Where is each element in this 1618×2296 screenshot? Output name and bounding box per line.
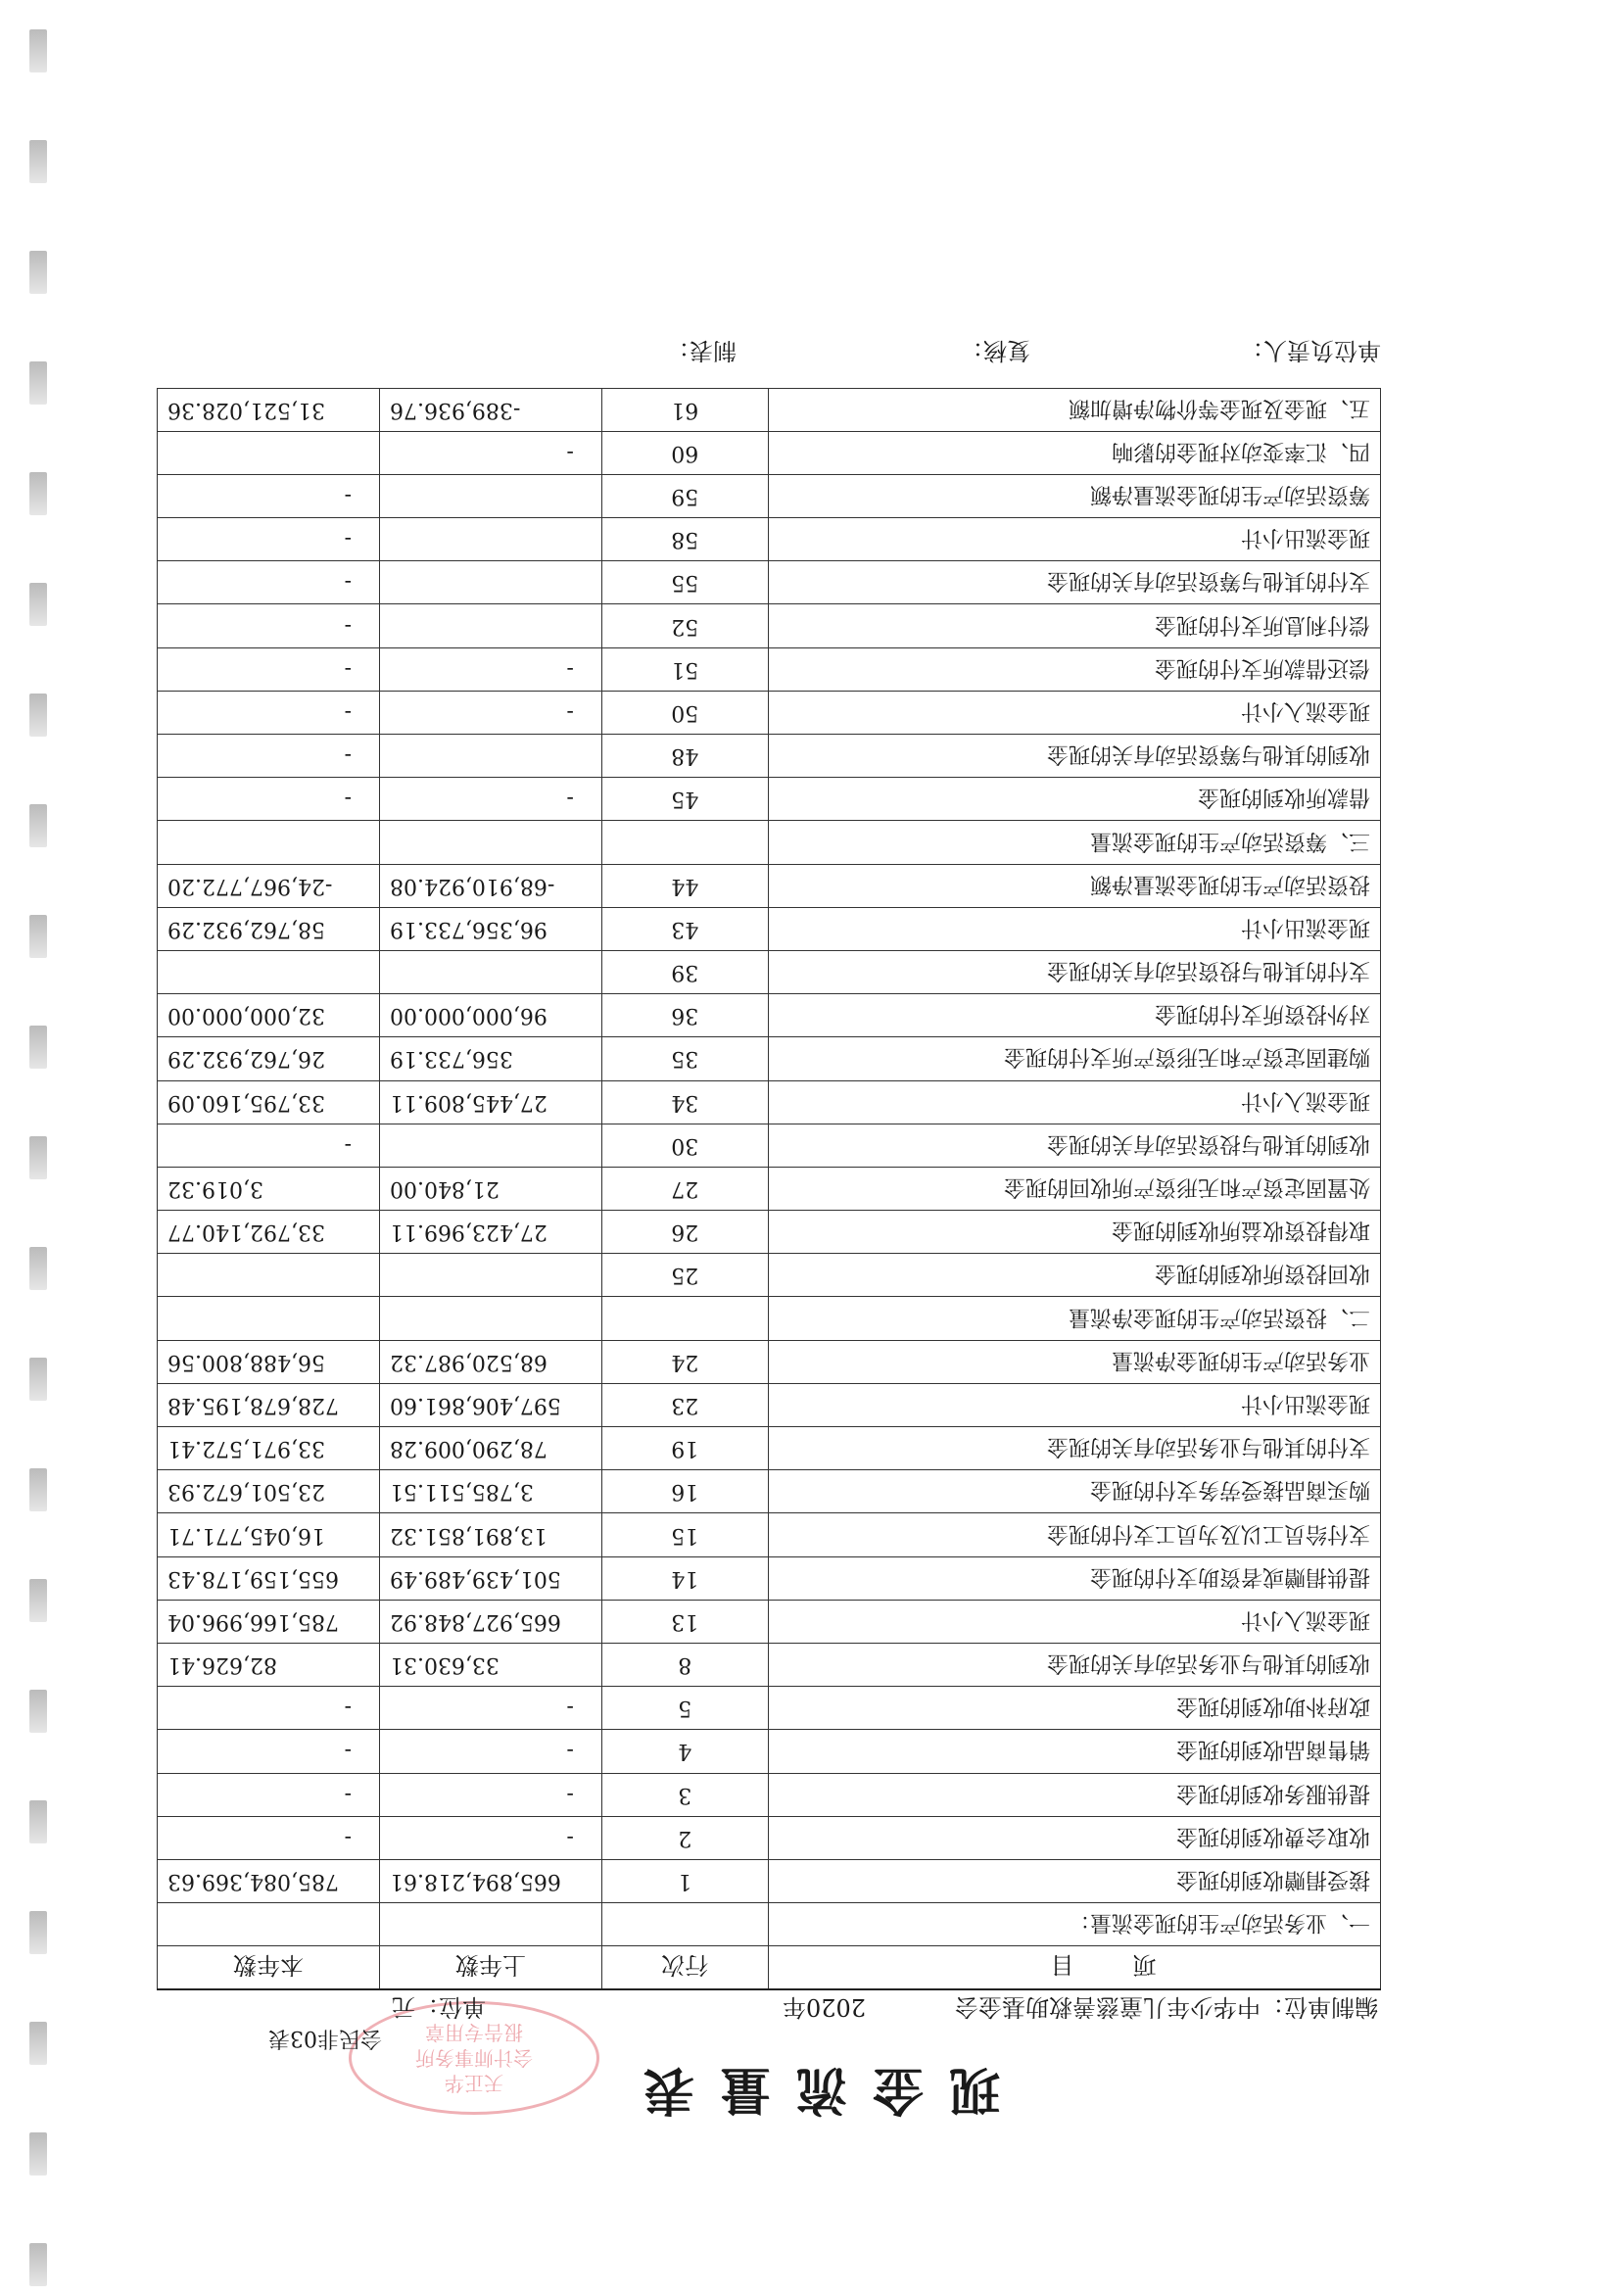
row-current-year [158,1903,380,1946]
table-row [158,1816,1381,1859]
table-row [158,994,1381,1037]
row-item: 购建固定资产和无形资产所支付的现金 [768,1037,1380,1080]
table-row [158,1556,1381,1600]
row-current-year: 23,501,672.93 [158,1470,380,1513]
row-item: 政府补助收到的现金 [768,1687,1380,1730]
row-prior-year [379,1903,601,1946]
table-row [158,561,1381,604]
row-prior-year: - [379,778,601,821]
col-header-line: 行次 [601,1946,768,1989]
row-item: 偿还借款所支付的现金 [768,647,1380,691]
table-row [158,1600,1381,1643]
report-year: 2020年 [782,1993,866,2021]
binder-hole [29,29,47,72]
binder-hole [29,251,47,294]
row-current-year: - [158,561,380,604]
stamp-line-2: 会计师事务所 [415,2046,533,2070]
row-item: 借款所收到的现金 [768,778,1380,821]
row-prior-year [379,604,601,647]
row-current-year: 56,488,800.56 [158,1340,380,1383]
row-current-year: 82,626.41 [158,1644,380,1687]
row-item: 现金流入小计 [768,1600,1380,1643]
row-line-no: 2 [601,1816,768,1859]
binder-hole [29,1690,47,1733]
row-current-year: 32,000,000.00 [158,994,380,1037]
signature-reviewer: 复核： [960,337,1030,364]
row-prior-year [379,561,601,604]
binder-hole [29,694,47,737]
row-prior-year: 665,894,218.61 [379,1859,601,1902]
row-item: 收回投资所收到的现金 [768,1254,1380,1297]
row-line-no: 27 [601,1167,768,1210]
row-current-year: - [158,735,380,778]
row-prior-year [379,474,601,517]
row-current-year: 785,084,369.63 [158,1859,380,1902]
row-item: 投资活动产生的现金流量净额 [768,864,1380,907]
binder-hole [29,472,47,515]
binder-hole [29,1468,47,1511]
row-item: 偿付利息所支付的现金 [768,604,1380,647]
row-prior-year: -68,910,924.08 [379,864,601,907]
row-prior-year [379,951,601,994]
binder-hole [29,1800,47,1843]
row-current-year: - [158,518,380,561]
row-current-year: - [158,474,380,517]
row-prior-year: 356,733.19 [379,1037,601,1080]
row-item: 提供捐赠或者资助支付的现金 [768,1556,1380,1600]
col-header-current: 本年数 [158,1946,380,1989]
row-current-year: - [158,1687,380,1730]
signature-owner: 单位负责人： [1240,337,1381,364]
row-item: 支付的其他与业务活动有关的现金 [768,1427,1380,1470]
row-line-no: 26 [601,1211,768,1254]
row-item: 提供服务收到的现金 [768,1773,1380,1816]
row-prior-year: 96,356,733.19 [379,907,601,950]
row-current-year: - [158,647,380,691]
row-line-no: 19 [601,1427,768,1470]
table-row [158,518,1381,561]
row-prior-year: 21,840.00 [379,1167,601,1210]
row-current-year: 655,159,178.43 [158,1556,380,1600]
table-row [158,778,1381,821]
row-item: 二、投资活动产生的现金净流量 [768,1297,1380,1340]
row-line-no: 52 [601,604,768,647]
row-current-year [158,1297,380,1340]
stamp-line-1: 天正华 [445,2072,503,2095]
row-line-no [601,1297,768,1340]
table-row [158,951,1381,994]
row-prior-year: - [379,647,601,691]
row-line-no: 50 [601,691,768,734]
row-current-year: - [158,604,380,647]
row-item: 业务活动产生的现金净流量 [768,1340,1380,1383]
table-row [158,1859,1381,1902]
row-item: 支付的其他与筹资活动有关的现金 [768,561,1380,604]
table-row [158,1037,1381,1080]
binder-hole [29,361,47,405]
row-item: 现金流入小计 [768,691,1380,734]
row-prior-year [379,1297,601,1340]
binder-hole [29,1911,47,1954]
table-row [158,1644,1381,1687]
row-item: 现金流出小计 [768,907,1380,950]
row-current-year [158,431,380,474]
binder-hole [29,2132,47,2176]
row-line-no: 5 [601,1687,768,1730]
table-row [158,1124,1381,1167]
row-current-year [158,821,380,864]
row-item: 购买商品接受劳务支付的现金 [768,1470,1380,1513]
row-current-year: - [158,1124,380,1167]
row-line-no: 30 [601,1124,768,1167]
row-line-no: 14 [601,1556,768,1600]
row-prior-year: 27,423,969.11 [379,1211,601,1254]
binder-hole [29,1358,47,1401]
currency-unit: 单位：元 [392,1993,486,2021]
row-prior-year: -389,936.76 [379,388,601,431]
table-row [158,1687,1381,1730]
binder-hole [29,1579,47,1622]
table-row [158,1383,1381,1426]
row-current-year: - [158,778,380,821]
row-current-year: 728,678,195.48 [158,1383,380,1426]
col-header-prior: 上年数 [379,1946,601,1989]
row-current-year: - [158,1773,380,1816]
row-prior-year: 3,785,511.51 [379,1470,601,1513]
row-line-no: 25 [601,1254,768,1297]
row-item: 取得投资收益所收到的现金 [768,1211,1380,1254]
row-prior-year: - [379,431,601,474]
row-line-no: 60 [601,431,768,474]
table-row [158,1080,1381,1124]
cash-flow-table [157,388,1381,1990]
row-line-no: 61 [601,388,768,431]
row-line-no: 35 [601,1037,768,1080]
row-item: 现金流出小计 [768,1383,1380,1426]
table-row [158,647,1381,691]
row-current-year: 33,971,572.41 [158,1427,380,1470]
table-row [158,1470,1381,1513]
table-row [158,735,1381,778]
row-line-no: 51 [601,647,768,691]
row-line-no: 8 [601,1644,768,1687]
row-item: 收取会费收到的现金 [768,1816,1380,1859]
row-item: 筹资活动产生的现金流量净额 [768,474,1380,517]
row-line-no: 48 [601,735,768,778]
row-current-year: 58,762,932.29 [158,907,380,950]
binder-hole [29,2243,47,2286]
row-current-year: 3,019.32 [158,1167,380,1210]
row-prior-year: - [379,1730,601,1773]
row-line-no: 55 [601,561,768,604]
row-prior-year: 501,439,489.49 [379,1556,601,1600]
row-current-year: 26,762,932.29 [158,1037,380,1080]
row-line-no [601,821,768,864]
row-prior-year: 13,891,851.32 [379,1513,601,1556]
table-header-row [158,1946,1381,1989]
row-current-year: 33,792,140.77 [158,1211,380,1254]
table-row [158,1773,1381,1816]
table-row [158,1211,1381,1254]
row-item: 现金流入小计 [768,1080,1380,1124]
row-item: 现金流出小计 [768,518,1380,561]
row-line-no: 39 [601,951,768,994]
table-row [158,1730,1381,1773]
table-body [158,388,1381,1946]
row-prior-year: - [379,1773,601,1816]
table-row [158,604,1381,647]
row-current-year: 16,045,771.71 [158,1513,380,1556]
row-prior-year [379,518,601,561]
row-prior-year: - [379,691,601,734]
row-current-year: -24,967,772.20 [158,864,380,907]
row-prior-year: 665,927,848.92 [379,1600,601,1643]
binder-hole [29,1136,47,1179]
page-title: 现金流量表 [618,2060,1001,2120]
binder-hole [29,2022,47,2065]
row-line-no: 34 [601,1080,768,1124]
table-row [158,431,1381,474]
binder-hole [29,1247,47,1290]
row-item: 收到的其他与筹资活动有关的现金 [768,735,1380,778]
table-row [158,1297,1381,1340]
row-prior-year [379,1254,601,1297]
table-row [158,1340,1381,1383]
row-line-no: 24 [601,1340,768,1383]
form-code: 会民非03表 [268,2026,382,2050]
table-row [158,864,1381,907]
row-current-year: 785,166,996.04 [158,1600,380,1643]
row-line-no: 45 [601,778,768,821]
row-current-year: 33,795,160.09 [158,1080,380,1124]
row-current-year [158,951,380,994]
row-item: 对外投资所支付的现金 [768,994,1380,1037]
row-prior-year: - [379,1816,601,1859]
row-prior-year: 597,406,861.60 [379,1383,601,1426]
row-line-no: 4 [601,1730,768,1773]
row-line-no: 15 [601,1513,768,1556]
row-line-no: 13 [601,1600,768,1643]
row-prior-year: 78,290,009.28 [379,1427,601,1470]
row-prior-year: 27,445,809.11 [379,1080,601,1124]
table-row [158,1427,1381,1470]
binder-hole [29,915,47,958]
binder-hole [29,804,47,847]
table-row [158,821,1381,864]
col-header-item: 项目 [768,1946,1380,1989]
row-line-no: 36 [601,994,768,1037]
row-item: 一、业务活动产生的现金流量： [768,1903,1380,1946]
table-row [158,1254,1381,1297]
row-line-no: 43 [601,907,768,950]
row-line-no: 58 [601,518,768,561]
row-item: 销售商品收到的现金 [768,1730,1380,1773]
row-item: 收到的其他与投资活动有关的现金 [768,1124,1380,1167]
row-item: 四、汇率变动对现金的影响 [768,431,1380,474]
binder-hole [29,140,47,183]
table-row [158,907,1381,950]
row-item: 三、筹资活动产生的现金流量 [768,821,1380,864]
row-line-no: 1 [601,1859,768,1902]
row-item: 支付的其他与投资活动有关的现金 [768,951,1380,994]
row-prior-year: 96,000,000.00 [379,994,601,1037]
row-item: 五、现金及现金等价物净增加额 [768,388,1380,431]
table-row [158,1167,1381,1210]
row-line-no: 59 [601,474,768,517]
table-row [158,1903,1381,1946]
binder-hole [29,1026,47,1069]
row-prior-year: 33,630.31 [379,1644,601,1687]
row-line-no: 3 [601,1773,768,1816]
row-current-year: - [158,691,380,734]
row-prior-year [379,735,601,778]
row-item: 支付给员工以及为员工支付的现金 [768,1513,1380,1556]
row-prior-year: 68,520,987.32 [379,1340,601,1383]
row-current-year: - [158,1816,380,1859]
table-row [158,474,1381,517]
row-current-year [158,1254,380,1297]
row-item: 处置固定资产和无形资产所收回的现金 [768,1167,1380,1210]
row-line-no: 44 [601,864,768,907]
row-prior-year [379,821,601,864]
stamp-line-3: 报告专用章 [425,2021,523,2044]
row-line-no: 16 [601,1470,768,1513]
table-row [158,1513,1381,1556]
row-line-no: 23 [601,1383,768,1426]
table-row [158,388,1381,431]
row-item: 接受捐赠收到的现金 [768,1859,1380,1902]
table-row [158,691,1381,734]
row-item: 收到的其他与业务活动有关的现金 [768,1644,1380,1687]
binder-hole [29,583,47,626]
row-current-year: - [158,1730,380,1773]
row-line-no [601,1903,768,1946]
reporting-entity: 编制单位：中华少年儿童慈善救助基金会 [955,1993,1378,2021]
row-prior-year [379,1124,601,1167]
row-prior-year: - [379,1687,601,1730]
signature-preparer: 制表： [666,337,737,364]
row-current-year: 31,521,028.36 [158,388,380,431]
